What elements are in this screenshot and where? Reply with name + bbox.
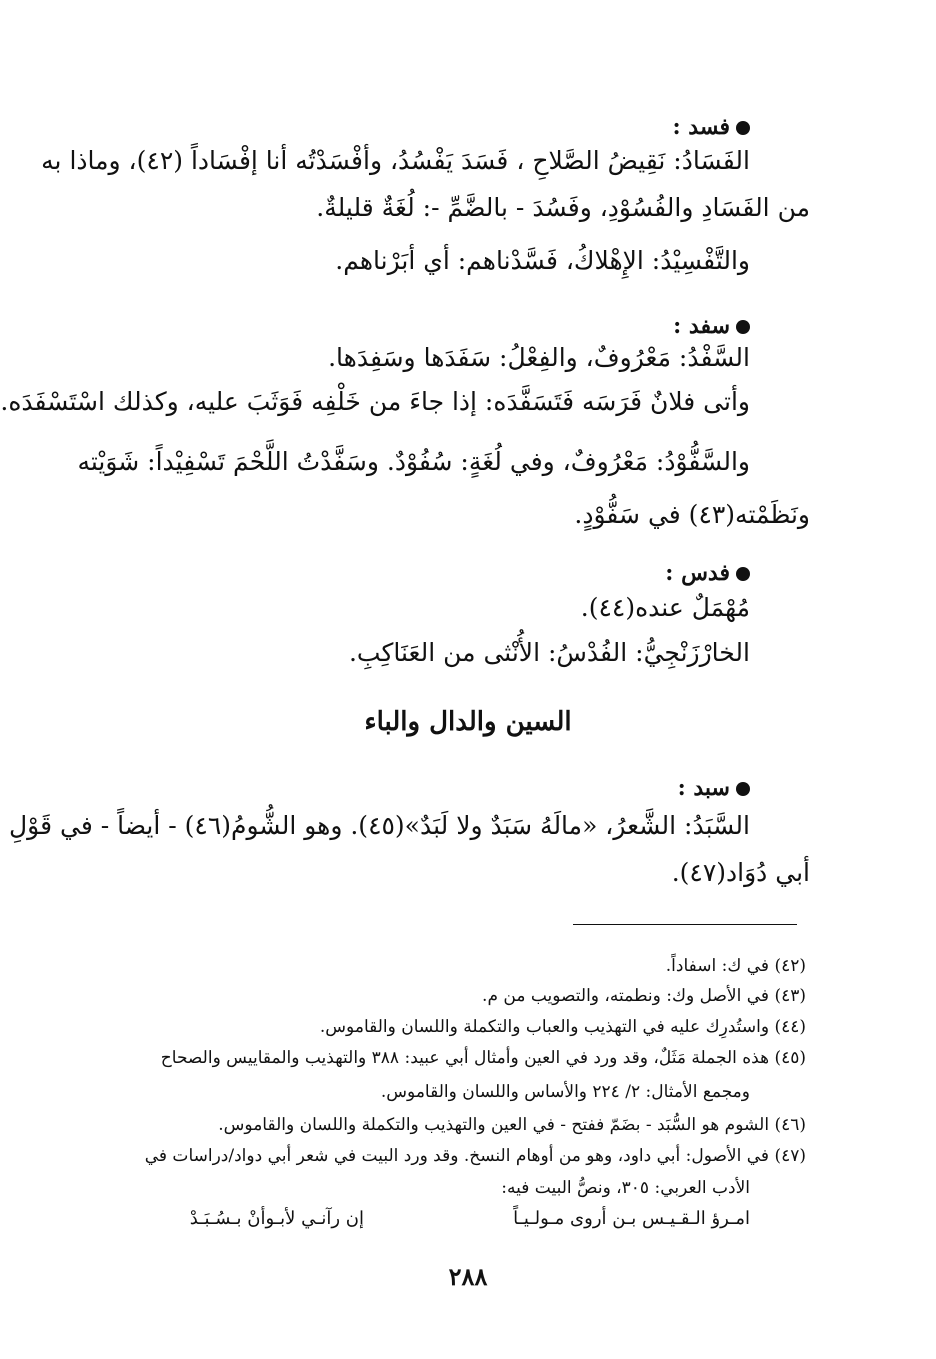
entry-heading: سفد : [673, 313, 750, 339]
bullet-icon [736, 121, 750, 135]
entry-text-line: السَّبَدُ: الشَّعرُ، «مالَهُ سَبَدٌ ولا لَبَدٌ»(٤٥). وهو الشُّومُ(٤٦) - أيضاً - في قَوْلِ [9, 811, 750, 840]
entry-heading: فدس : [665, 560, 750, 586]
footnote: (٤٢) في ك: اسفاداً. [665, 956, 806, 976]
footnote: (٤٦) الشوم هو السُّبَد - بضَمّ ففتح - في العين والتهذيب والتكملة واللسان والقاموس. [218, 1115, 806, 1135]
entry-text-line: السَّفْدُ: مَعْرُوفٌ، والفِعْلُ: سَفَدَها وسَفِدَها. [328, 343, 750, 372]
entry-text-line: الخارْزَنْجِيُّ: الفُدْسُ: الأُنْثى من العَنَاكِبِ. [348, 638, 750, 667]
footnote: (٤٧) في الأصول: أبي داود، وهو من أوهام النسخ. وقد ورد البيت في شعر أبي دواد/دراسات في [144, 1146, 806, 1166]
entry-text-line: مُهْمَلٌ عنده(٤٤). [580, 593, 750, 622]
footnote: (٤٣) في الأصل وك: ونطمته، والتصويب من م. [482, 986, 806, 1006]
entry-text-line: والتَّفْسِيْدُ: الإِهْلاكُ، فَسَّدْناهم: أي أبَرْناهم. [335, 246, 750, 275]
entry-text-line: ونَظَمْته(٤٣) في سَفُّوْدٍ. [574, 500, 810, 529]
bullet-icon [736, 567, 750, 581]
entry-heading: فسد : [673, 114, 750, 140]
entry-text-line: الفَسَادُ: نَقِيضُ الصَّلاحِ ، فَسَدَ يَفْسُدُ، وأفْسَدْتُه أنا إفْسَاداً (٤٢)، وماذا به [41, 146, 750, 175]
section-title: السين والدال والباء [364, 707, 572, 737]
footnote: (٤٤) واستُدرِك عليه في التهذيب والعباب والتكملة واللسان والقاموس. [319, 1017, 806, 1037]
verse-first-hemistich: امـرؤ الـقـيـس بـن أروى مـولـيـاً [513, 1208, 750, 1229]
footnote: ومجمع الأمثال: ٢/ ٢٢٤ والأساس واللسان والقاموس. [380, 1082, 750, 1102]
entry-text-line: والسَّفُّوْدُ: مَعْرُوفٌ، وفي لُغَةٍ: سُفُوْدٌ. وسَفَّدْتُ اللَّحْمَ تَسْفِيْداً: شَوَيْته [77, 447, 750, 476]
footnote: (٤٥) هذه الجملة مَثَلٌ، وقد ورد في العين وأمثال أبي عبيد: ٣٨٨ والتهذيب والمقاييس والصحاح [160, 1048, 806, 1068]
entry-text-line: أبي دُوَاد(٤٧). [671, 858, 810, 887]
entry-text-line: من الفَسَادِ والفُسُوْدِ، وفَسُدَ - بالضَّمِّ -: لُغَةٌ قليلةٌ. [316, 193, 810, 222]
footnote-separator [573, 924, 797, 925]
bullet-icon [736, 320, 750, 334]
entry-text-line: وأتى فلانٌ فَرَسَه فَتَسَفَّدَه: إذا جاءَ من خَلْفِه فَوَثَبَ عليه، وكذلك اسْتَسْفَدَه. [0, 387, 750, 416]
bullet-icon [736, 782, 750, 796]
verse-second-hemistich: إن رآنـي لأبـوأنْ بـسُـبَـدْ [189, 1208, 364, 1229]
page-number: ٢٨٨ [448, 1262, 488, 1291]
footnote: الأدب العربي: ٣٠٥، ونصُّ البيت فيه: [501, 1178, 750, 1198]
entry-heading: سبد : [678, 775, 750, 801]
